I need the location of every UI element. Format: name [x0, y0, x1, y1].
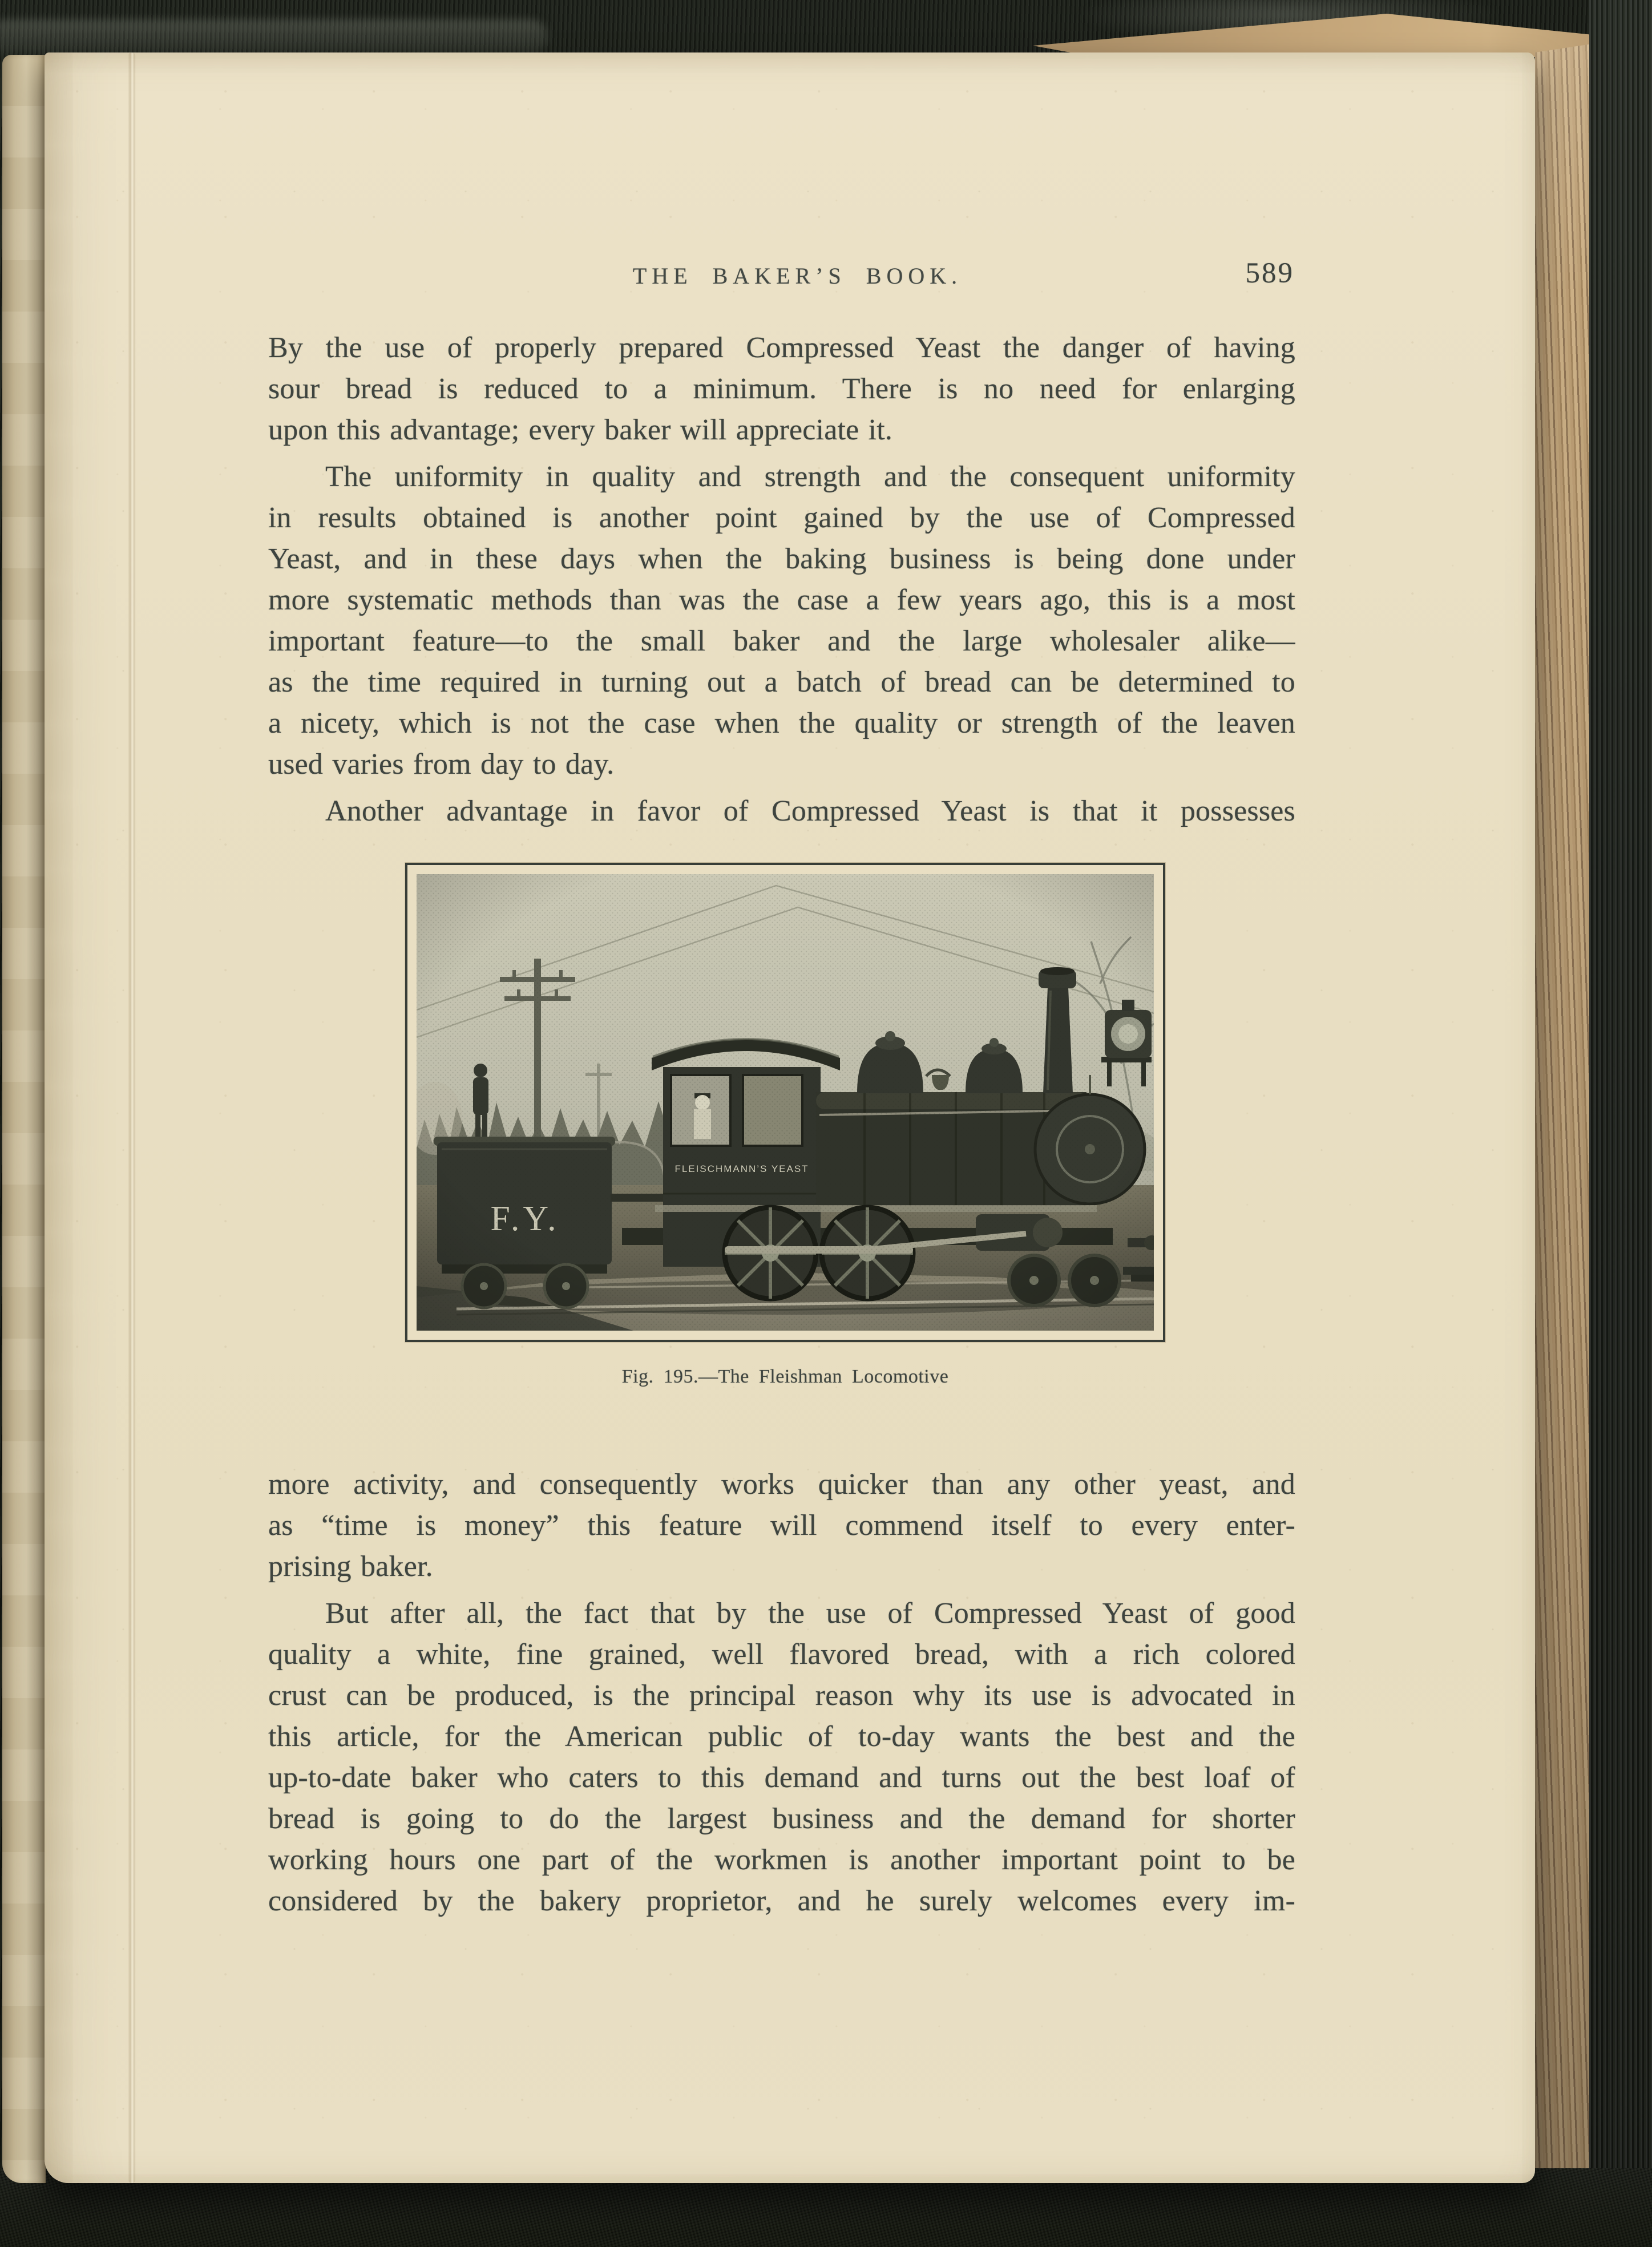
- book-gutter-hinge: [2, 55, 46, 2183]
- text-line: But after all, the fact that by the use of Compressed Yeast of good: [325, 1597, 1295, 1630]
- text-line: a nicety, which is not the case when the quality or strength of the leaven: [268, 707, 1295, 739]
- book-page: [45, 52, 1535, 2183]
- page-number: 589: [1245, 257, 1294, 289]
- text-line: as the time required in turning out a batch of bread can be determined to: [268, 666, 1295, 698]
- text-line: in results obtained is another point gained by the use of Compressed: [268, 502, 1295, 534]
- text-line: more systematic methods than was the case a few years ago, this is a most: [268, 584, 1295, 616]
- text-line: used varies from day to day.: [268, 748, 615, 781]
- book-cover-top-band: [0, 19, 548, 55]
- text-line: Yeast, and in these days when the baking business is being done under: [268, 543, 1295, 575]
- text-line: considered by the bakery proprietor, and he surely welcomes every im-: [268, 1885, 1295, 1917]
- text-block-top: [268, 328, 1295, 832]
- text-line: The uniformity in quality and strength and the consequent uniformity: [325, 460, 1295, 493]
- text-line: upon this advantage; every baker will appreciate it.: [268, 414, 893, 446]
- vignette: [417, 874, 1154, 1331]
- paragraph: [268, 456, 1295, 785]
- text-block-bottom: [268, 1464, 1295, 1922]
- text-line: bread is going to do the largest business and the demand for shorter: [268, 1803, 1295, 1835]
- running-head: [268, 259, 1295, 299]
- paragraph: [268, 1593, 1295, 1922]
- text-line: crust can be produced, is the principal reason why its use is advocated in: [268, 1679, 1295, 1712]
- figure-195: [405, 863, 1165, 1388]
- text-line: important feature—to the small baker and the large wholesaler alike—: [268, 625, 1295, 657]
- paragraph: [268, 328, 1295, 451]
- paragraph: [268, 1464, 1295, 1587]
- text-line: sour bread is reduced to a minimum. There is no need for enlarging: [268, 373, 1295, 405]
- text-line: more activity, and consequently works quicker than any other yeast, and: [268, 1468, 1295, 1501]
- text-line: working hours one part of the workmen is another important point to be: [268, 1844, 1295, 1876]
- text-line: quality a white, fine grained, well flavored bread, with a rich colored: [268, 1638, 1295, 1671]
- photo-frame: [405, 863, 1165, 1342]
- text-line: By the use of properly prepared Compressed Yeast the danger of having: [268, 332, 1295, 364]
- paragraph: [268, 791, 1295, 832]
- text-line: this article, for the American public of to-day wants the best and the: [268, 1720, 1295, 1753]
- figure-caption: Fig. 195.—The Fleishman Locomotive: [621, 1366, 949, 1387]
- locomotive-photo: [417, 874, 1154, 1331]
- text-line: up-to-date baker who caters to this demand and turns out the best loaf of: [268, 1761, 1295, 1794]
- book-cover-right: [1589, 0, 1652, 2247]
- text-line: Another advantage in favor of Compressed Yeast is that it possesses: [325, 795, 1295, 827]
- text-line: prising baker.: [268, 1550, 433, 1583]
- text-line: as “time is money” this feature will commend itself to every enter-: [268, 1509, 1295, 1542]
- running-head-title: THE BAKER’S BOOK.: [632, 263, 963, 289]
